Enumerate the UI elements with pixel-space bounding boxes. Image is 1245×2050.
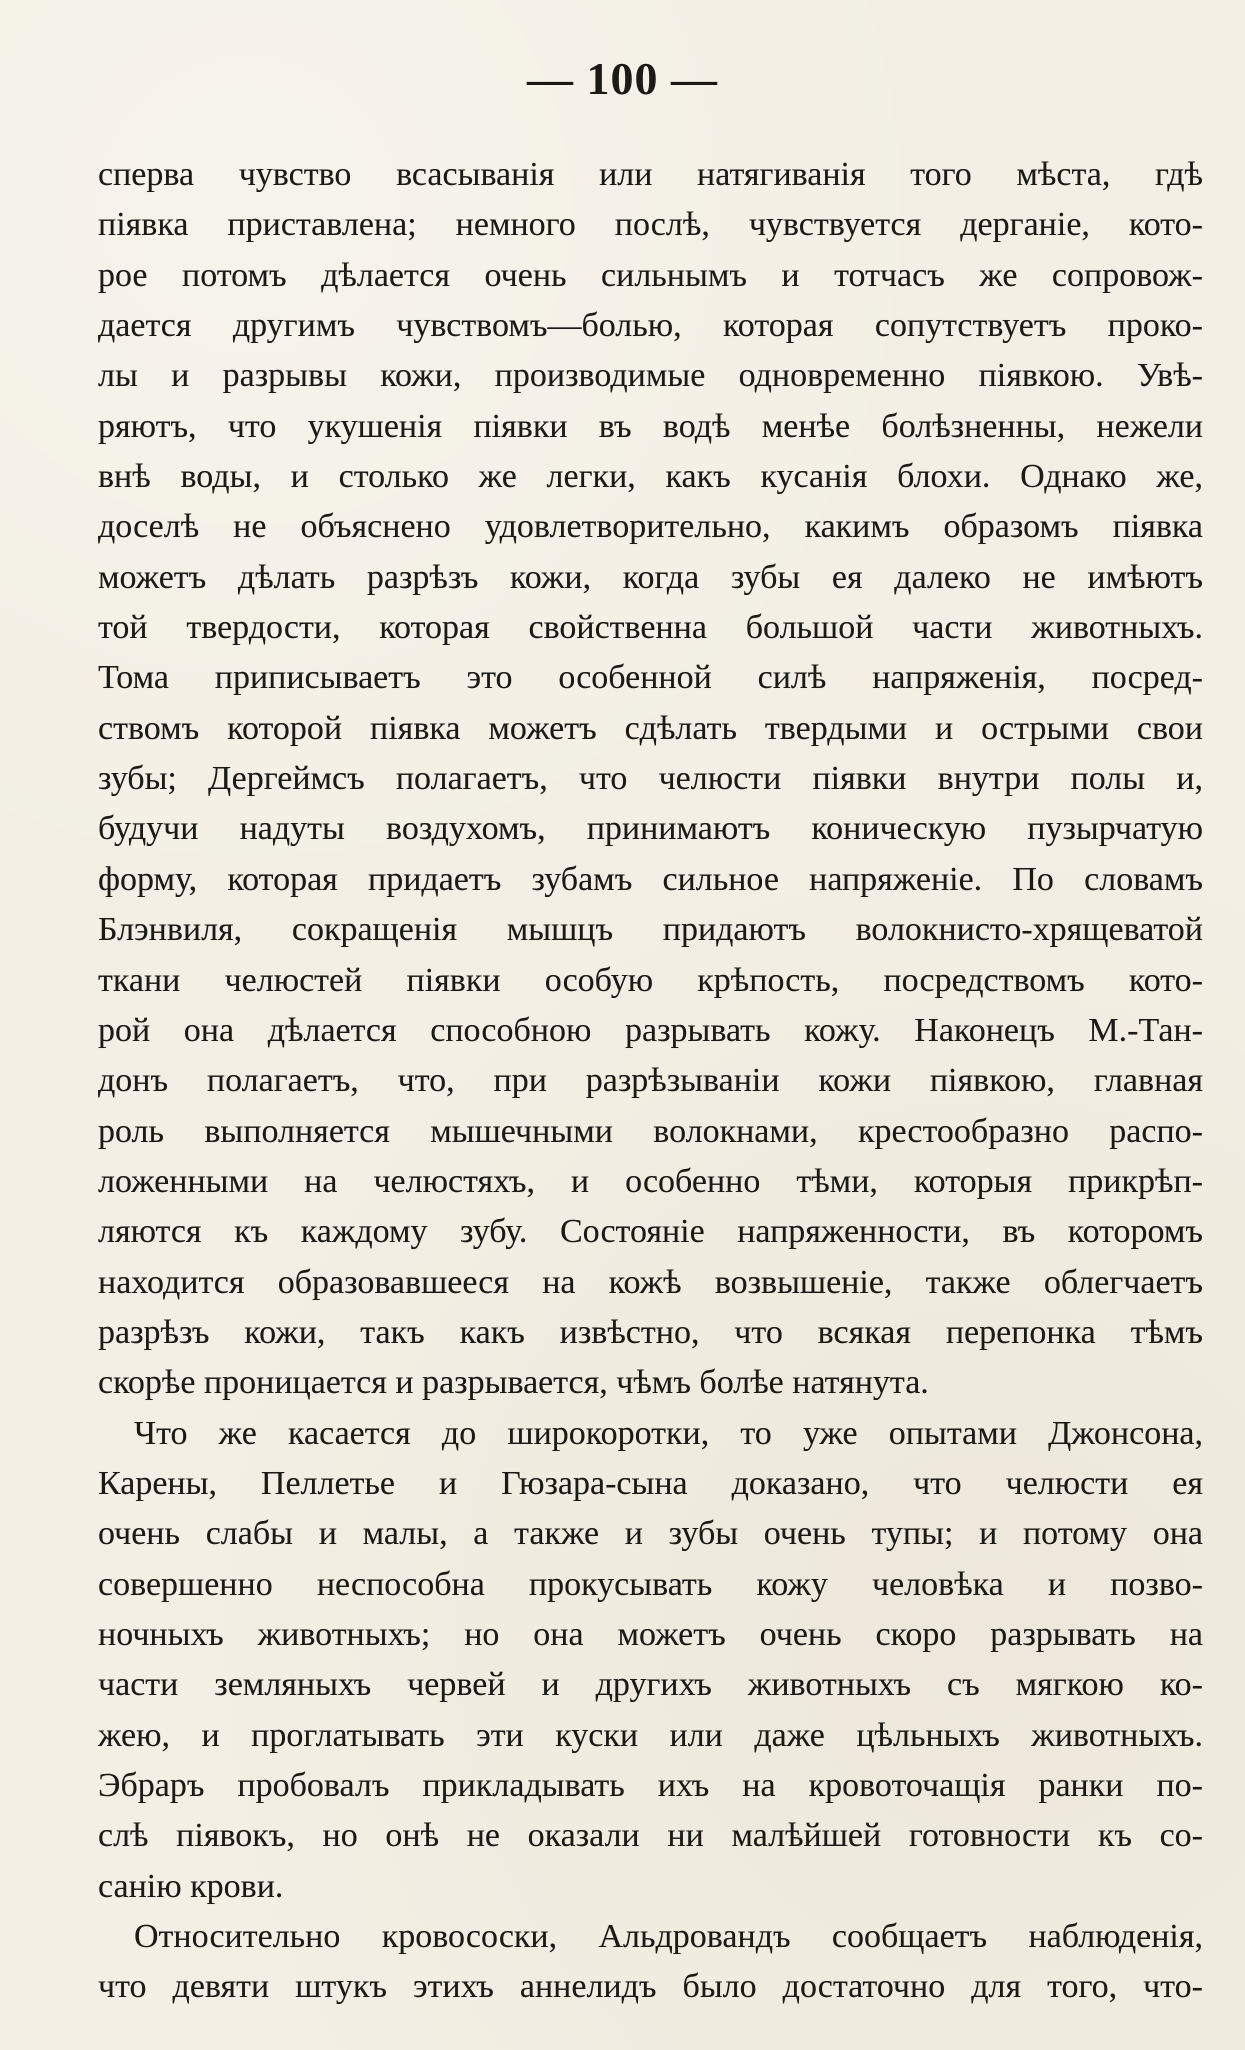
text-line-26: Что же касается до широкоротки, то уже опытами Джонсона, (134, 1414, 1203, 1452)
text-line-15: форму, которая придаетъ зубамъ сильное напряженіе. По словамъ (98, 860, 1203, 898)
body-text (98, 150, 1203, 2013)
page-number: — 100 — (527, 53, 718, 104)
text-line-17: ткани челюстей піявки особую крѣпость, посредствомъ кото- (98, 961, 1203, 999)
text-line-7: внѣ воды, и столько же легки, какъ кусанія блохи. Однако же, (98, 458, 1203, 496)
text-line-25: скорѣе проницается и разрывается, чѣмъ болѣе натянута. (98, 1364, 929, 1402)
text-line-14: будучи надуты воздухомъ, принимаютъ коническую пузырчатую (98, 810, 1203, 848)
text-line-29: совершенно неспособна прокусывать кожу человѣка и позво- (98, 1565, 1203, 1603)
text-line-36: Относительно кровососки, Альдровандъ сообщаетъ наблюденія, (134, 1918, 1203, 1956)
text-line-34: слѣ піявокъ, но онѣ не оказали ни малѣйшей готовности къ со- (98, 1817, 1203, 1855)
text-line-28: очень слабы и малы, а также и зубы очень тупы; и потому она (98, 1515, 1203, 1553)
text-line-27: Карены, Пеллетье и Гюзара-сына доказано, что челюсти ея (98, 1464, 1203, 1502)
text-line-10: той твердости, которая свойственна большой части животныхъ. (98, 609, 1203, 647)
text-line-37: что девяти штукъ этихъ аннелидъ было достаточно для того, что- (98, 1968, 1203, 2006)
text-line-18: рой она дѣлается способною разрывать кожу. Наконецъ М.-Тан- (98, 1011, 1203, 1049)
text-line-32: жею, и проглатывать эти куски или даже цѣльныхъ животныхъ. (98, 1716, 1203, 1754)
text-line-23: находится образовавшееся на кожѣ возвышеніе, также облегчаетъ (98, 1263, 1203, 1301)
text-line-24: разрѣзъ кожи, такъ какъ извѣстно, что всякая перепонка тѣмъ (98, 1313, 1203, 1351)
text-line-30: ночныхъ животныхъ; но она можетъ очень скоро разрывать на (98, 1615, 1203, 1653)
text-line-6: ряютъ, что укушенія піявки въ водѣ менѣе болѣзненны, нежели (98, 407, 1203, 445)
text-line-12: ствомъ которой піявка можетъ сдѣлать твердыми и острыми свои (98, 709, 1203, 747)
text-line-16: Блэнвиля, сокращенія мышцъ придаютъ волокнисто-хрящеватой (98, 911, 1203, 949)
text-line-19: донъ полагаетъ, что, при разрѣзываніи кожи піявкою, главная (98, 1062, 1203, 1100)
text-line-33: Эбраръ пробовалъ прикладывать ихъ на кровоточащія ранки по- (98, 1767, 1203, 1804)
text-line-11: Тома приписываетъ это особенной силѣ напряженія, посред- (98, 659, 1203, 697)
text-line-20: роль выполняется мышечными волокнами, крестообразно распо- (98, 1112, 1203, 1150)
text-line-8: доселѣ не объяснено удовлетворительно, какимъ образомъ піявка (98, 508, 1203, 546)
text-line-9: можетъ дѣлать разрѣзъ кожи, когда зубы ея далеко не имѣютъ (98, 558, 1203, 596)
text-line-1: сперва чувство всасыванія или натягиванія того мѣста, гдѣ (98, 156, 1203, 193)
text-line-35: санію крови. (98, 1867, 284, 1905)
text-line-5: лы и разрывы кожи, производимые одновременно піявкою. Увѣ- (98, 357, 1203, 395)
text-line-13: зубы; Дергеймсъ полагаетъ, что челюсти піявки внутри полы и, (98, 760, 1203, 798)
text-line-21: ложенными на челюстяхъ, и особенно тѣми, которыя прикрѣп- (98, 1162, 1203, 1200)
text-line-4: дается другимъ чувствомъ—болью, которая сопутствуетъ проко- (98, 307, 1203, 345)
text-line-22: ляются къ каждому зубу. Состояніе напряженности, въ которомъ (98, 1213, 1203, 1251)
text-line-31: части земляныхъ червей и другихъ животныхъ съ мягкою ко- (98, 1666, 1203, 1704)
text-line-3: рое потомъ дѣлается очень сильнымъ и тотчасъ же сопровож- (98, 256, 1203, 294)
text-line-2: піявка приставлена; немного послѣ, чувствуется дерганіе, кото- (98, 206, 1203, 244)
